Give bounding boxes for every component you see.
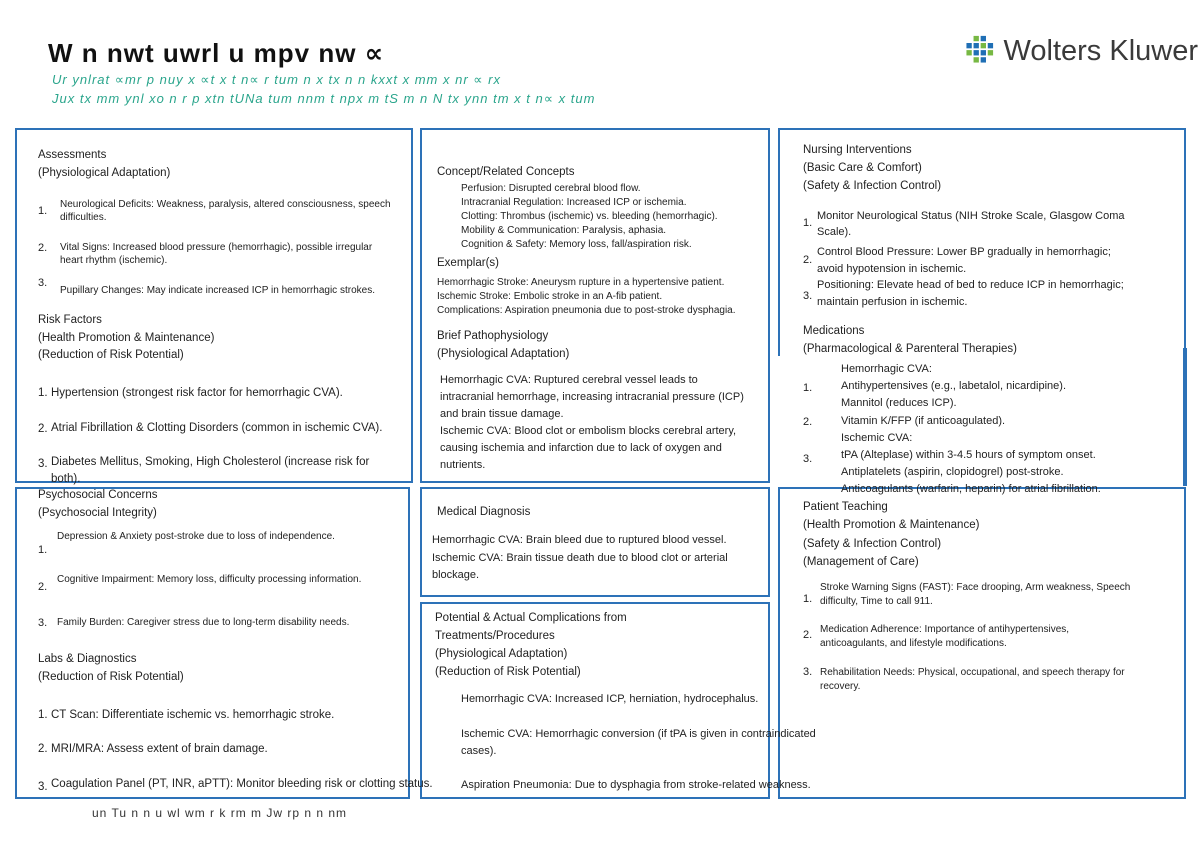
complications-heading: Potential & Actual Complications from xyxy=(435,612,627,624)
medication-line: Ischemic CVA: xyxy=(841,432,913,444)
risk-item: Hypertension (strongest risk factor for hemorrhagic CVA). xyxy=(51,387,343,399)
globe-logo-icon xyxy=(962,31,998,71)
assessments-category: (Physiological Adaptation) xyxy=(38,167,171,179)
nursing-item-cont: maintain perfusion in ischemic. xyxy=(817,296,968,308)
complication-line: cases). xyxy=(461,745,497,757)
medications-category: (Pharmacological & Parenteral Therapies) xyxy=(803,343,1017,355)
nursing-num: 1. xyxy=(803,217,813,229)
risk-factors-category-2: (Reduction of Risk Potential) xyxy=(38,349,184,361)
lab-num: 2. xyxy=(38,743,48,755)
teaching-category-1: (Health Promotion & Maintenance) xyxy=(803,519,980,531)
medication-line: Antiplatelets (aspirin, clopidogrel) post-stroke. xyxy=(841,466,1064,478)
concept-item: Perfusion: Disrupted cerebral blood flow. xyxy=(461,183,641,194)
nursing-item: Positioning: Elevate head of bed to reduce ICP in hemorrhagic; xyxy=(817,279,1124,291)
teaching-item-cont: recovery. xyxy=(820,681,861,692)
diagnosis-line: Hemorrhagic CVA: Brain bleed due to ruptured blood vessel. xyxy=(432,534,727,546)
teaching-num: 3. xyxy=(803,666,813,678)
pathophysiology-heading: Brief Pathophysiology xyxy=(437,330,549,342)
lab-num: 1. xyxy=(38,709,48,721)
nursing-category-2: (Safety & Infection Control) xyxy=(803,180,942,192)
subtitle-line-2: Jux tx mm ynl xo n r p xtn tUNa tum nnm t npx m tS m n N tx ynn tm x t n∝ x tum xyxy=(52,91,596,106)
teaching-category-2: (Safety & Infection Control) xyxy=(803,538,942,550)
assessment-item: Pupillary Changes: May indicate increased ICP in hemorrhagic strokes. xyxy=(60,285,375,296)
psychosocial-num: 1. xyxy=(38,544,48,556)
concept-item: Clotting: Thrombus (ischemic) vs. bleeding (hemorrhagic). xyxy=(461,211,718,222)
teaching-item-cont: anticoagulants, and lifestyle modifications. xyxy=(820,638,1007,649)
labs-category: (Reduction of Risk Potential) xyxy=(38,671,184,683)
teaching-num: 2. xyxy=(803,629,813,641)
risk-factors-heading: Risk Factors xyxy=(38,314,102,326)
teaching-item: Stroke Warning Signs (FAST): Face drooping, Arm weakness, Speech xyxy=(820,582,1131,593)
risk-num: 2. xyxy=(38,423,48,435)
pathophysiology-line: intracranial hemorrhage, increasing intracranial pressure (ICP) xyxy=(440,391,744,403)
page-footer: un Tu n n u wl wm r k rm m Jw rp n n nm xyxy=(92,806,348,820)
teaching-item-cont: difficulty, Time to call 911. xyxy=(820,596,933,607)
complication-line: Aspiration Pneumonia: Due to dysphagia from stroke-related weakness. xyxy=(461,779,811,791)
risk-item-cont: both). xyxy=(51,473,81,485)
wolters-kluwer-logo xyxy=(962,30,1198,72)
medication-num: 1. xyxy=(803,382,813,394)
assessment-num: 3. xyxy=(38,277,48,289)
pathophysiology-line: and brain tissue damage. xyxy=(440,408,564,420)
assessment-item-cont: heart rhythm (ischemic). xyxy=(60,255,168,266)
teaching-num: 1. xyxy=(803,593,813,605)
complications-category-2: (Reduction of Risk Potential) xyxy=(435,666,581,678)
medication-line: tPA (Alteplase) within 3-4.5 hours of symptom onset. xyxy=(841,449,1096,461)
diagnosis-line: Ischemic CVA: Brain tissue death due to blood clot or arterial xyxy=(432,552,728,564)
risk-item: Atrial Fibrillation & Clotting Disorders (common in ischemic CVA). xyxy=(51,422,383,434)
risk-num: 3. xyxy=(38,458,48,470)
nursing-num: 2. xyxy=(803,254,813,266)
assessment-num: 1. xyxy=(38,205,48,217)
medications-heading: Medications xyxy=(803,325,865,337)
pathophysiology-line: Ischemic CVA: Blood clot or embolism blocks cerebral artery, xyxy=(440,425,737,437)
psychosocial-category: (Psychosocial Integrity) xyxy=(38,507,157,519)
nursing-heading: Nursing Interventions xyxy=(803,144,912,156)
nursing-item: Monitor Neurological Status (NIH Stroke Scale, Glasgow Coma xyxy=(817,210,1125,222)
psychosocial-item: Depression & Anxiety post-stroke due to loss of independence. xyxy=(57,531,335,542)
brand-name: Wolters Kluwer xyxy=(1003,34,1198,67)
risk-item: Diabetes Mellitus, Smoking, High Cholesterol (increase risk for xyxy=(51,456,370,468)
nursing-item-cont: avoid hypotension in ischemic. xyxy=(817,263,967,275)
assessment-item-cont: difficulties. xyxy=(60,212,107,223)
medication-line: Hemorrhagic CVA: xyxy=(841,363,932,375)
psychosocial-num: 3. xyxy=(38,617,48,629)
complication-line: Hemorrhagic CVA: Increased ICP, herniation, hydrocephalus. xyxy=(461,693,759,705)
psychosocial-num: 2. xyxy=(38,581,48,593)
concept-item: Cognition & Safety: Memory loss, fall/aspiration risk. xyxy=(461,239,692,250)
pathophysiology-line: nutrients. xyxy=(440,459,486,471)
medical-diagnosis-heading: Medical Diagnosis xyxy=(437,506,531,518)
concept-item: Mobility & Communication: Paralysis, aphasia. xyxy=(461,225,667,236)
teaching-item: Medication Adherence: Importance of antihypertensives, xyxy=(820,624,1070,635)
assessments-heading: Assessments xyxy=(38,149,107,161)
labs-heading: Labs & Diagnostics xyxy=(38,653,137,665)
page-title: W n nwt uwrl u mpv nw ∝ xyxy=(48,38,385,68)
medication-line: Antihypertensives (e.g., labetalol, nicardipine). xyxy=(841,380,1067,392)
risk-num: 1. xyxy=(38,387,48,399)
exemplar-item: Ischemic Stroke: Embolic stroke in an A-fib patient. xyxy=(437,291,663,302)
concepts-heading: Concept/Related Concepts xyxy=(437,166,575,178)
lab-item: Coagulation Panel (PT, INR, aPTT): Monitor bleeding risk or clotting status. xyxy=(51,778,433,790)
teaching-heading: Patient Teaching xyxy=(803,501,888,513)
complications-heading-2: Treatments/Procedures xyxy=(435,630,555,642)
exemplar-item: Complications: Aspiration pneumonia due to post-stroke dysphagia. xyxy=(437,305,736,316)
pathophysiology-line: Hemorrhagic CVA: Ruptured cerebral vessel leads to xyxy=(440,374,698,386)
psychosocial-item: Family Burden: Caregiver stress due to long-term disability needs. xyxy=(57,617,350,628)
lab-item: MRI/MRA: Assess extent of brain damage. xyxy=(51,743,268,755)
medication-num: 2. xyxy=(803,416,813,428)
exemplar-item: Hemorrhagic Stroke: Aneurysm rupture in a hypertensive patient. xyxy=(437,277,725,288)
medication-num: 3. xyxy=(803,453,813,465)
assessment-num: 2. xyxy=(38,242,48,254)
exemplars-heading: Exemplar(s) xyxy=(437,257,499,269)
medication-line: Anticoagulants (warfarin, heparin) for atrial fibrillation. xyxy=(841,483,1101,495)
risk-factors-category-1: (Health Promotion & Maintenance) xyxy=(38,332,215,344)
assessment-item: Neurological Deficits: Weakness, paralysis, altered consciousness, speech xyxy=(60,199,391,210)
psychosocial-heading: Psychosocial Concerns xyxy=(38,489,158,501)
lab-item: CT Scan: Differentiate ischemic vs. hemorrhagic stroke. xyxy=(51,709,335,721)
medication-line: Vitamin K/FFP (if anticoagulated). xyxy=(841,415,1006,427)
teaching-item: Rehabilitation Needs: Physical, occupational, and speech therapy for xyxy=(820,667,1125,678)
psychosocial-item: Cognitive Impairment: Memory loss, difficulty processing information. xyxy=(57,574,362,585)
pathophysiology-line: causing ischemia and infarction due to lack of oxygen and xyxy=(440,442,722,454)
nursing-num: 3. xyxy=(803,290,813,302)
nursing-category-1: (Basic Care & Comfort) xyxy=(803,162,922,174)
assessment-item: Vital Signs: Increased blood pressure (hemorrhagic), possible irregular xyxy=(60,242,373,253)
lab-num: 3. xyxy=(38,781,48,793)
medication-line: Mannitol (reduces ICP). xyxy=(841,397,957,409)
right-border-segment xyxy=(1183,348,1187,486)
concept-item: Intracranial Regulation: Increased ICP or ischemia. xyxy=(461,197,687,208)
nursing-item: Control Blood Pressure: Lower BP gradually in hemorrhagic; xyxy=(817,246,1111,258)
subtitle-line-1: Ur ynlrat ∝mr p nuy x ∝t x t n∝ r tum n x tx n n kxxt x mm x nr ∝ rx xyxy=(52,72,501,87)
complications-category-1: (Physiological Adaptation) xyxy=(435,648,568,660)
nursing-item-cont: Scale). xyxy=(817,226,852,238)
teaching-category-3: (Management of Care) xyxy=(803,556,919,568)
diagnosis-line: blockage. xyxy=(432,569,480,581)
complication-line: Ischemic CVA: Hemorrhagic conversion (if tPA is given in contraindicated xyxy=(461,728,816,740)
pathophysiology-category: (Physiological Adaptation) xyxy=(437,348,570,360)
